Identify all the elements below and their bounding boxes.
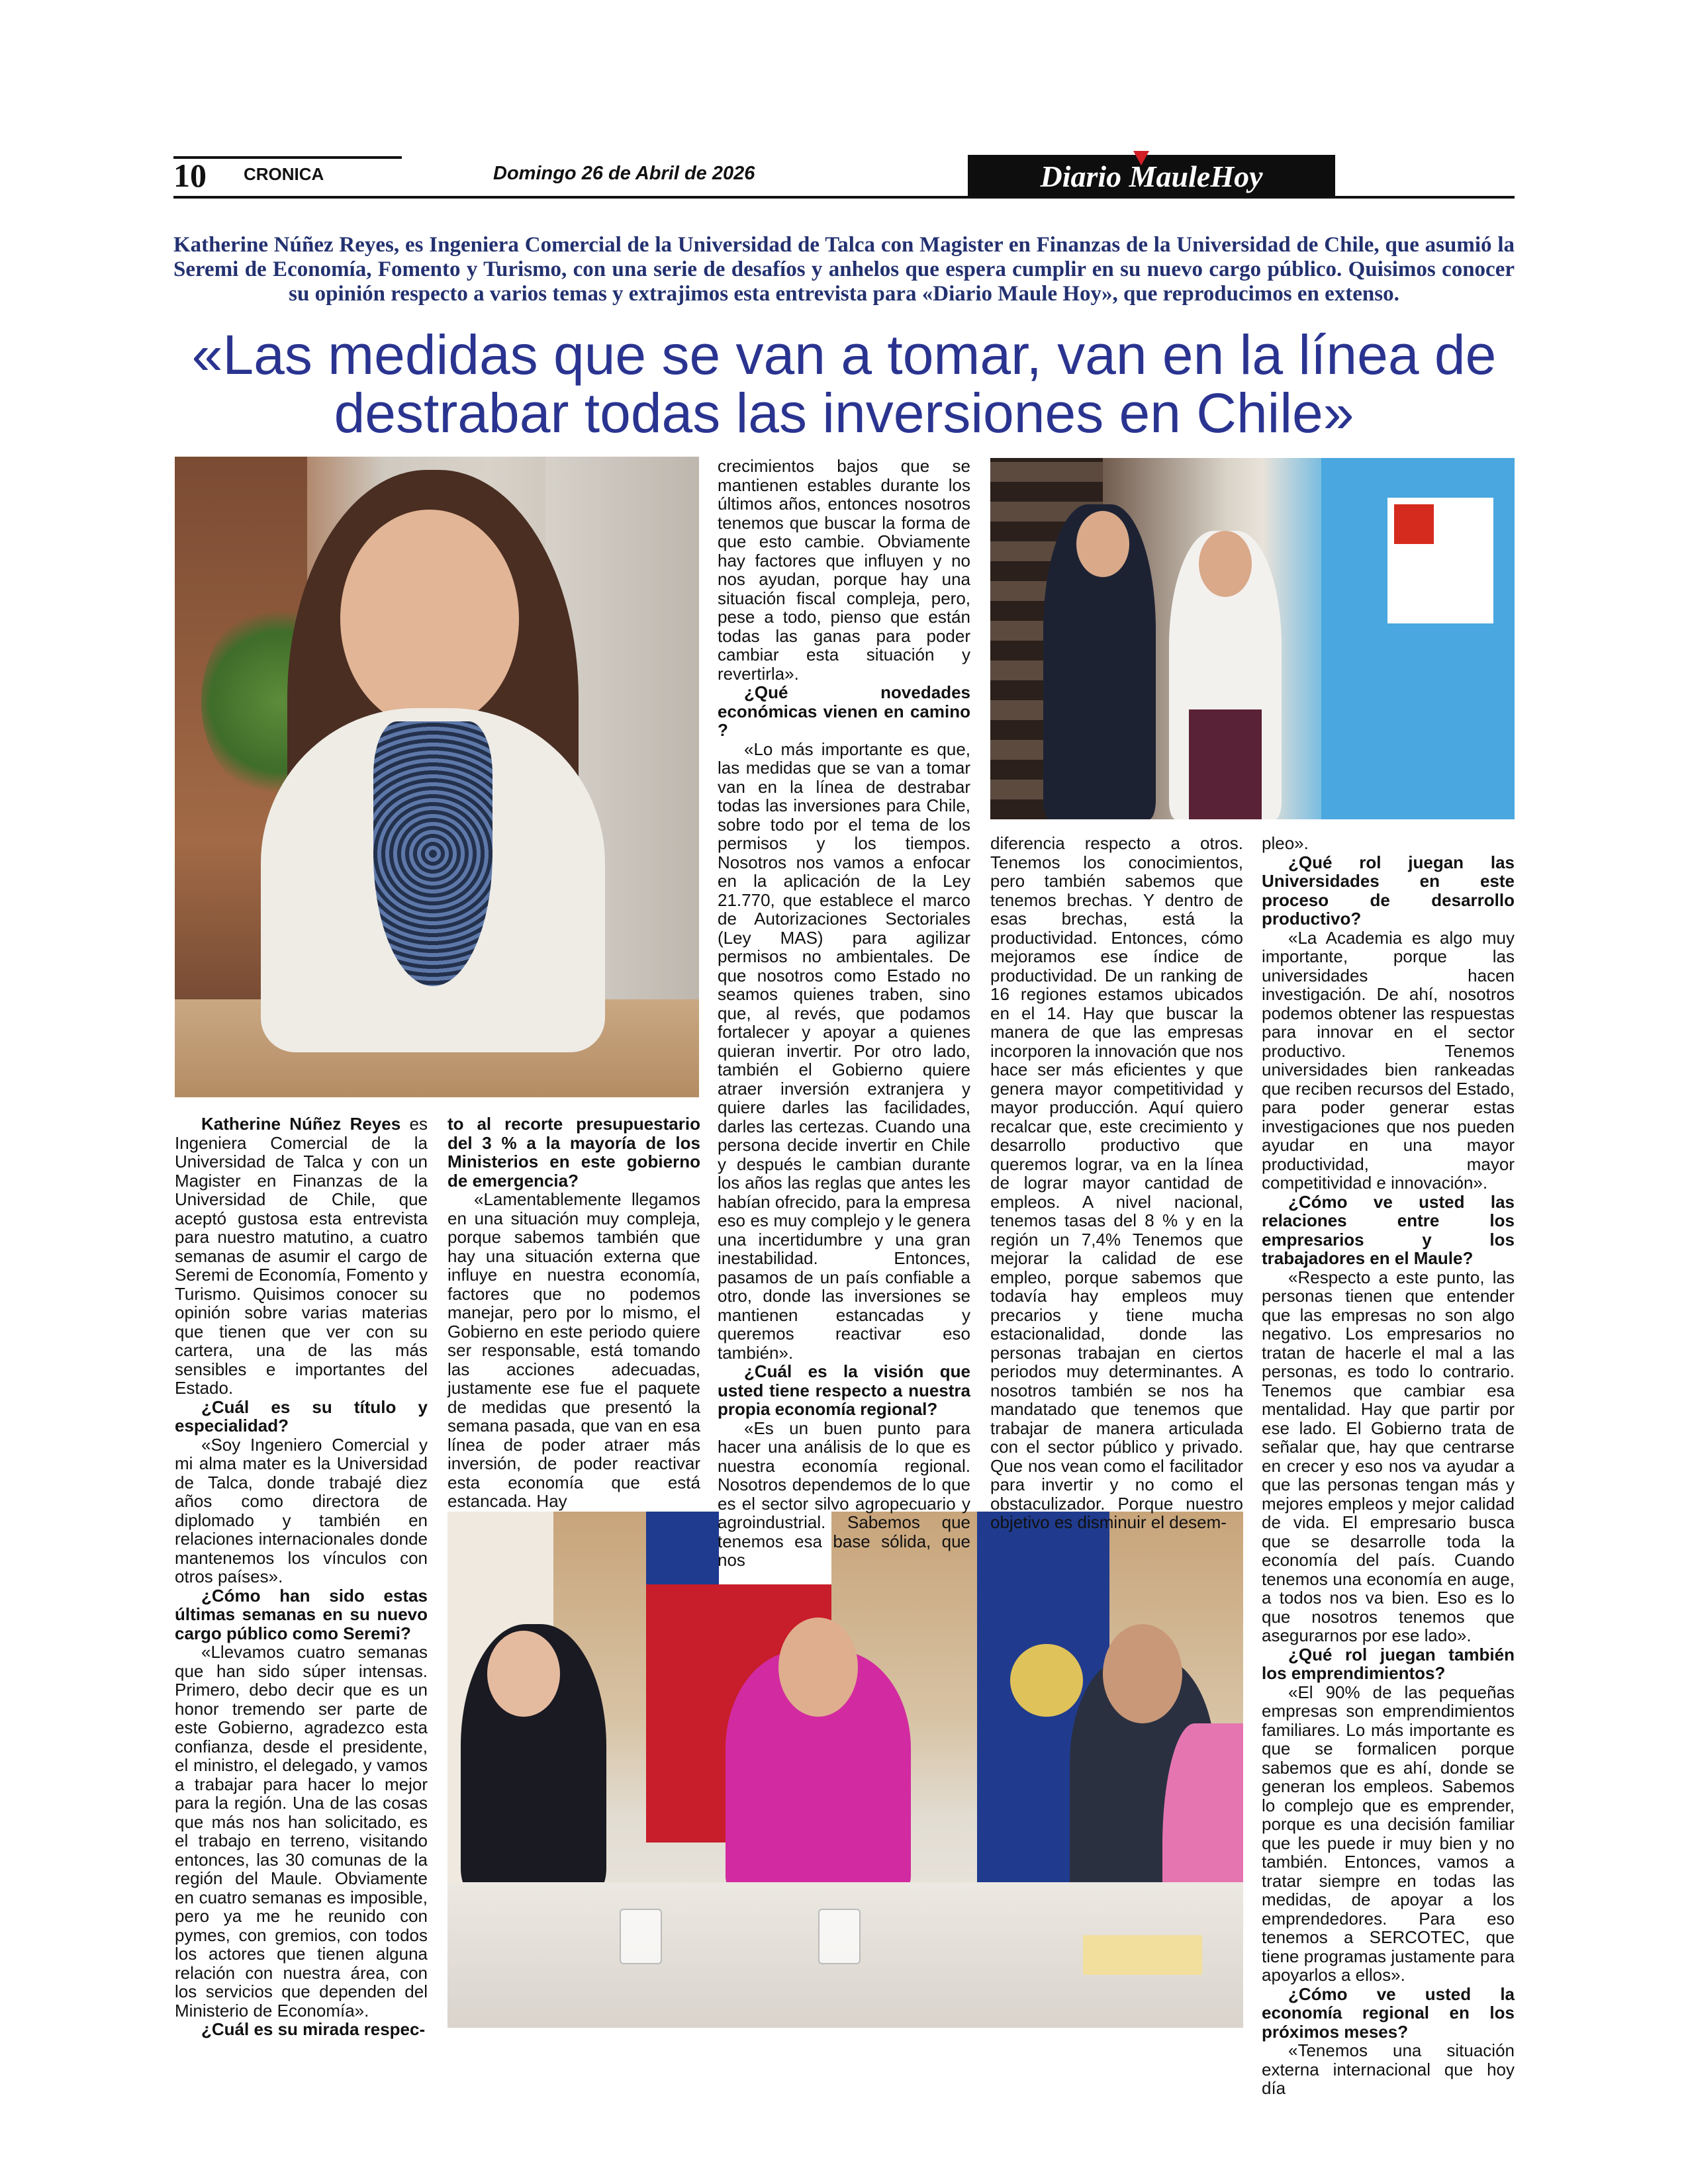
masthead-logo bbox=[968, 155, 1335, 197]
meeting-photo bbox=[447, 1512, 1243, 2028]
question-9: ¿Cómo ve usted la economía regional en los próximos meses? bbox=[1262, 1983, 1515, 2042]
answer-2: «Llevamos cuatro semanas que han sido súper intensas. Primero, debo decir que es un honor tremendo ser parte de este Gobierno, agradezco esta confianza, desde el presidente, el ministro, el delegado, y vamos a trabajar para hacer lo mejor para la región. Una de las cosas que más nos han solicitado, es el trabajo en terreno, visitando entonces, las 30 comunas de la región del Maule. Obviamente en cuatro semanas es imposible, pero ya me he reunido con pymes, con gremios, con todos los actores que tienen alguna relación con nuestra área, con los servicios que dependen del Ministerio de Economía». bbox=[175, 1642, 428, 2021]
article-column-3 bbox=[718, 457, 970, 1570]
question-6: ¿Qué rol juegan las Universidades en este proceso de desarrollo productivo? bbox=[1262, 852, 1515, 929]
answer-5-continued: diferencia respecto a otros. Tenemos los conocimientos, pero también sabemos que tenemos brechas. Y dentro de esas brechas, está la productividad. Entonces, cómo mejoramos ese índice de productividad. De un ranking de 16 regiones estamos ubicados en el 14. Hay que buscar la manera de que las empresas incorporen la innovación que nos hace ser más eficientes y que genera mayor competitividad y mayor producción. Aquí quiero recalcar que, este crecimiento y desarrollo productivo que queremos lograr, va en la línea de lograr mayor cantidad de empleos. A nivel nacional, tenemos tasas del 8 % y en la región un 7,4% Tenemos que mejorar la calidad de ese empleo, porque sabemos que todavía hay empleos muy precarios y tiene mucha estacionalidad, donde las personas trabajan en ciertos periodos muy determinantes. A nosotros también se nos ha mandatado que tenemos que trabajar de manera articulada con el sector público y privado. Que nos vean como el facilitador para invertir y no como el obstaculizador. Porque nuestro objetivo es disminuir el desem- bbox=[990, 833, 1243, 1532]
question-2: ¿Cómo han sido estas últimas semanas en su nuevo cargo público como Seremi? bbox=[175, 1585, 428, 1643]
question-7: ¿Cómo ve usted las relaciones entre los empresarios y los trabajadores en el Maule? bbox=[1262, 1191, 1515, 1268]
lead-paragraph: es Ingeniera Comercial de la Universidad de Talca y con un Magister en Finanzas de la Universidad de Chile, que aceptó gustosa esta entrevista para nuestro matutino, a cuatro semanas de asumir el cargo de Seremi de Economía, Fomento y Turismo. Quisimos conocer su opinión sobre varias materias que tienen que ver con su cartera, una de las más sensibles e importantes del Estado. bbox=[175, 1114, 428, 1398]
article-column-1 bbox=[175, 1115, 428, 2039]
article-column-5 bbox=[1262, 834, 1515, 2098]
answer-6: «La Academia es algo muy importante, porque las universidades hacen investigación. De ahí, nosotros podemos obtener las respuestas para innovar en el sector productivo. Tenemos universidades bien rankeadas que reciben recursos del Estado, para poder generar estas investigaciones que nos pueden ayudar en una mayor productividad, mayor competitividad e innovación». bbox=[1262, 927, 1515, 1193]
header-rule-left bbox=[173, 156, 402, 159]
question-8: ¿Qué rol juegan también los emprendimientos? bbox=[1262, 1644, 1515, 1683]
article-column-2 bbox=[447, 1115, 700, 1511]
page-title: «Las medidas que se van a tomar, van en la línea de destrabar todas las inversiones en Chile» bbox=[191, 324, 1497, 444]
answer-1: «Soy Ingeniero Comercial y mi alma mater es la Universidad de Talca, donde trabajé diez años como directora de diplomado y también en relaciones internacionales donde mantenemos los vínculos con otros países». bbox=[175, 1434, 428, 1586]
portrait-photo bbox=[175, 457, 699, 1097]
masthead-title: Diario MauleHoy bbox=[1040, 159, 1263, 193]
answer-9: «Tenemos una situación externa internacional que hoy día bbox=[1262, 2040, 1515, 2098]
answer-5: «Es un buen punto para hacer una análisis de lo que es nuestra economía regional. Nosotros dependemos de lo que es el sector silvo agropecuario y agroindustrial. Sabemos que tenemos esa base sólida, que nos bbox=[718, 1418, 970, 1570]
issue-date: Domingo 26 de Abril de 2026 bbox=[493, 163, 755, 184]
question-3-continued: to al recorte presupuestario del 3 % a la mayoría de los Ministerios en este gobierno de emergencia? bbox=[447, 1114, 700, 1191]
question-1: ¿Cuál es su título y especialidad? bbox=[175, 1396, 428, 1435]
answer-5-end: pleo». bbox=[1262, 833, 1309, 853]
answer-4: «Lo más importante es que, las medidas que se van a tomar van en la línea de destrabar todas las inversiones para Chile, sobre todo por el tema de los permisos y los tiempos. Nosotros nos vamos a enfocar en la aplicación de la Ley 21.770, que establece el marco de Autorizaciones Sectoriales (Ley MAS) para agilizar permisos no ambientales. De que nosotros como Estado no seamos quienes traben, sino que, al revés, que podamos fortalecer y apoyar a quienes quieran invertir. Por otro lado, también el Gobierno quiere atraer inversión extranjera y quiere darles las facilidades, darles las certezas. Cuando una persona decide invertir en Chile y después le cambian durante los años las reglas que antes les habían ofrecido, para la empresa eso es muy complejo y le genera una incertidumbre y una gran inestabilidad. Entonces, pasamos de un país confiable a otro, donde las inversiones se mantienen estancadas y queremos reactivar eso también». bbox=[718, 739, 970, 1363]
question-3: ¿Cuál es su mirada respec- bbox=[201, 2019, 426, 2039]
intro-paragraph: Katherine Núñez Reyes, es Ingeniera Comercial de la Universidad de Talca con Magister en Finanzas de la Universidad de Chile, que asumió la Seremi de Economía, Fomento y Turismo, con una serie de desafíos y anhelos que espera cumplir en su nuevo cargo público. Quisimos conocer su opinión respecto a varios temas y extrajimos esta entrevista para «Diario Maule Hoy», que reproducimos en extenso. bbox=[173, 233, 1515, 306]
answer-7: «Respecto a este punto, las personas tienen que entender que las empresas no son algo negativo. Los empresarios no tratan de hacerle el mal a las personas, es todo lo contrario. Tenemos que cambiar esa mentalidad. Hay que partir por ese lado. El Gobierno trata de señalar que, hay que centrarse en crecer y eso nos va ayudar a que las personas tengan más y mejores empleos y mejor calidad de vida. El empresario busca que se desarrolle toda la economía del país. Cuando tenemos una economía en auge, a todos nos va bien. Eso es lo que nosotros tenemos que asegurarnos por ese lado». bbox=[1262, 1267, 1515, 1645]
question-5: ¿Cuál es la visión que usted tiene respecto a nuestra propia economía regional? bbox=[718, 1361, 970, 1419]
masthead-accent-mark bbox=[1133, 151, 1149, 165]
header-rule bbox=[173, 196, 1515, 199]
answer-3: «Lamentablemente llegamos en una situación muy compleja, porque sabemos también que hay una situación externa que influye en nuestra economía, factores que no podemos manejar, pero por lo mismo, el Gobierno en este periodo quiere ser responsable, está tomando las acciones adecuadas, justamente ese fue el paquete de medidas que presentó la semana pasada, que van en esa línea de poder atraer más inversión, de poder reactivar esta economía que está estancada. Hay bbox=[447, 1189, 700, 1511]
interviewee-name: Katherine Núñez Reyes bbox=[201, 1114, 401, 1134]
section-label: CRONICA bbox=[244, 164, 324, 184]
question-4: ¿Qué novedades económicas vienen en camino ? bbox=[718, 682, 970, 740]
article-column-4 bbox=[990, 834, 1243, 1532]
page-number: 10 bbox=[173, 157, 207, 194]
answer-3-continued: crecimientos bajos que se mantienen estables durante los últimos años, entonces nosotros tenemos que buscar la forma de que esto cambie. Obviamente hay factores que influyen y no nos ayudan, porque hay una situación fiscal compleja, pero, pese a todo, pienso que están todas las ganas para poder cambiar esta situación y revertirla». bbox=[718, 456, 970, 684]
office-photo bbox=[990, 458, 1515, 819]
answer-8: «El 90% de las pequeñas empresas son emprendimientos familiares. Lo más importante es que se formalicen porque sabemos que es ahí, donde se generan los empleos. Sabemos lo complejo que es emprender, porque es una decisión familiar que les puede ir muy bien y no también. Entonces, vamos a tratar siempre en todas las medidas, de apoyar a los emprendedores. Para eso tenemos a SERCOTEC, que tiene programas justamente para apoyarlos a ellos». bbox=[1262, 1682, 1515, 1985]
